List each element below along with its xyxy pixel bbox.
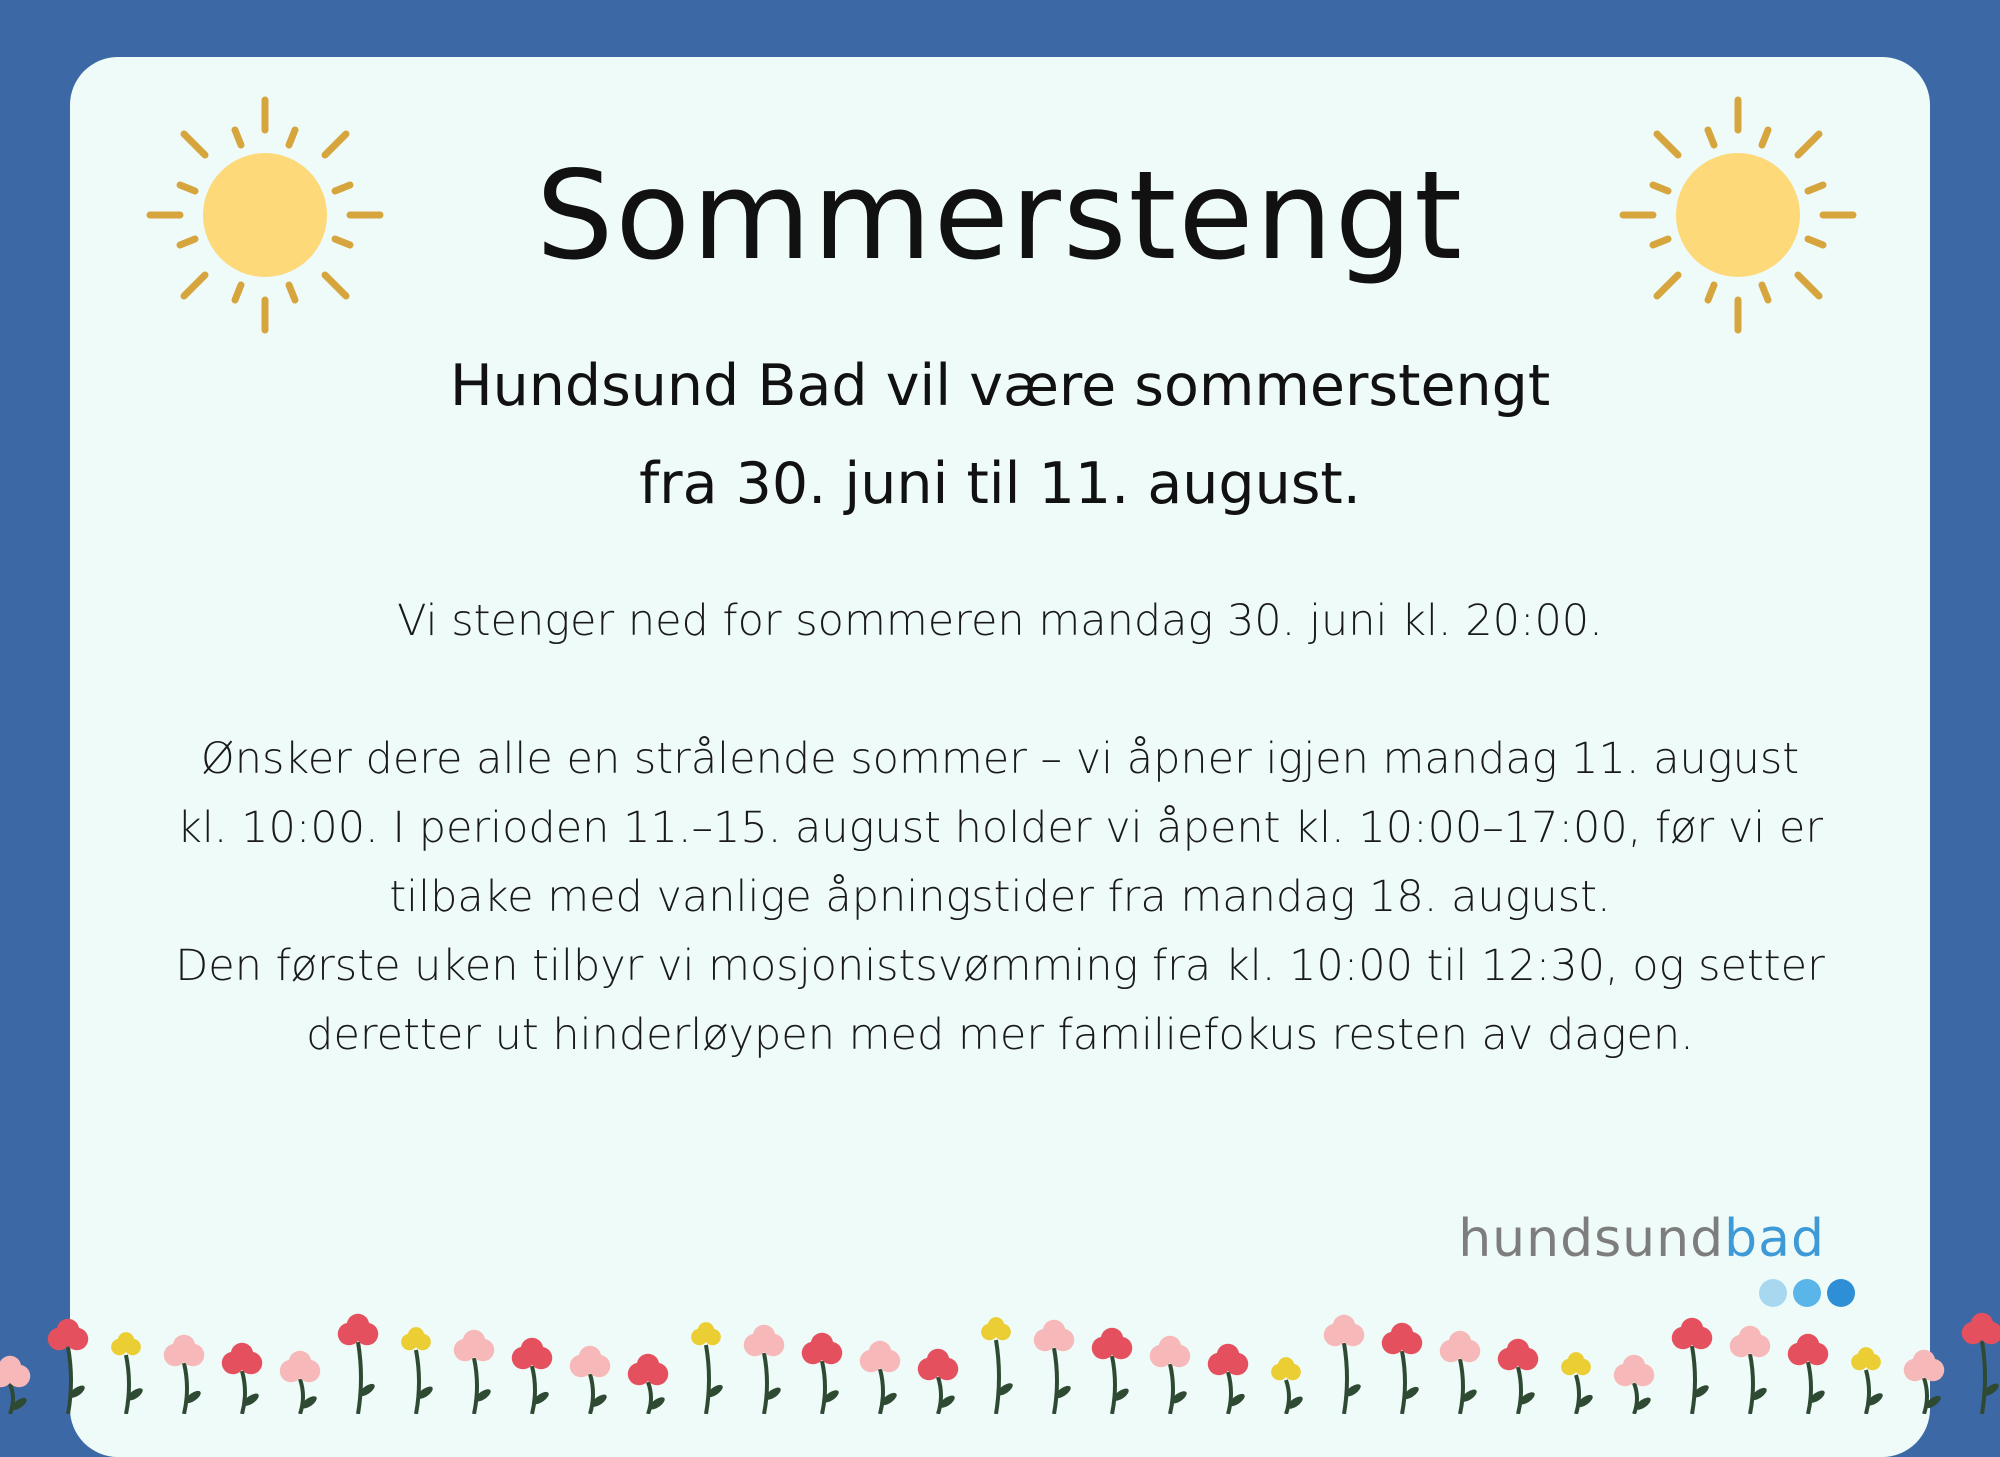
first-week-info: Den første uken tilbyr vi mosjonistsvømming fra kl. 10:00 til 12:30, og setter deretter ut hinderløypen med mer familiefokus resten av dagen. (175, 941, 1825, 1060)
flower (1851, 1347, 1885, 1414)
flower (1324, 1315, 1365, 1414)
flower (1730, 1326, 1771, 1414)
flower (691, 1322, 725, 1414)
logo-text-bad: bad (1724, 1209, 1825, 1269)
flower (1440, 1331, 1481, 1414)
notice-card (70, 57, 1930, 1457)
flower (918, 1349, 959, 1414)
flower (512, 1338, 553, 1414)
flower (1150, 1336, 1191, 1414)
flower (454, 1330, 495, 1414)
flower (111, 1332, 145, 1414)
flower (222, 1343, 263, 1414)
flower (0, 1356, 30, 1414)
flower-border (0, 1290, 2000, 1414)
subtitle (70, 337, 1930, 533)
flower (1962, 1313, 2000, 1414)
flower (164, 1335, 205, 1414)
flower (1034, 1320, 1075, 1414)
flower (1614, 1355, 1655, 1414)
logo-text (1458, 1209, 1825, 1269)
subtitle-line-2: fra 30. juni til 11. august. (639, 451, 1361, 517)
flower (1498, 1339, 1539, 1414)
flower (1271, 1357, 1305, 1414)
hundsund-bad-logo (1458, 1209, 1900, 1289)
flower (48, 1319, 89, 1414)
flower (628, 1354, 669, 1414)
flower (802, 1333, 843, 1414)
page-title: Sommerstengt (535, 145, 1465, 287)
flower (860, 1341, 901, 1414)
reopening-info: Ønsker dere alle en strålende sommer – vi åpner igjen mandag 11. august kl. 10:00. I perioden 11.–15. august holder vi åpent kl. 10:00–17:00, før vi er tilbake med vanlige åpningstider fra mandag 18. august. (176, 734, 1824, 922)
flower (338, 1314, 379, 1414)
flower (1788, 1334, 1829, 1414)
body-text (170, 587, 1830, 1070)
flower (1382, 1323, 1423, 1414)
flower (981, 1317, 1015, 1414)
flower (1672, 1318, 1713, 1414)
closing-info: Vi stenger ned for sommeren mandag 30. juni kl. 20:00. (397, 596, 1603, 646)
flower (1092, 1328, 1133, 1414)
flower (744, 1325, 785, 1414)
flower (1561, 1352, 1595, 1414)
subtitle-line-1: Hundsund Bad vil være sommerstengt (449, 353, 1551, 419)
flower (401, 1327, 435, 1414)
logo-text-hundsund: hundsund (1458, 1209, 1725, 1269)
flower (570, 1346, 611, 1414)
flower (280, 1351, 321, 1414)
flower (1904, 1350, 1945, 1414)
flower (1208, 1344, 1249, 1414)
